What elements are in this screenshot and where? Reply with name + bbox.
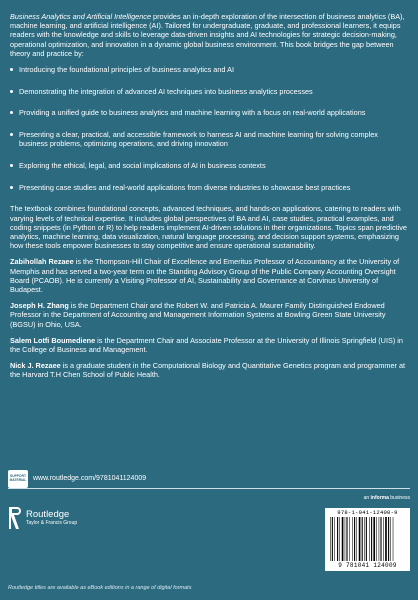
feature-item: Providing a unified guide to business analytics and machine learning with a focus on real-world applications [10,108,408,117]
author-bio-text: is the Department Chair and Associate Professor at the University of Illinois Springfield (UIS) in the College of Business and Management. [10,335,403,355]
barcode-bar [380,517,381,561]
barcode-bar [356,517,357,561]
barcode-bar [364,517,365,561]
summary-paragraph: The textbook combines foundational concepts, advanced techniques, and hands-on applications, catering to readers with varying levels of technical expertise. It includes global perspectives of BA and AI, case studies, practical examples, and coding snippets (in Python or R) to help readers implement AI-driven solutions in their organizations. Topics span predictive analytics, machine learning, data visualization, natural language processing, and decision support systems, emphasizing how these tools empower businesses to stay competitive and ensure operational sustainability. [10,204,407,251]
feature-list [10,65,408,192]
intro-text: provides an in-depth exploration of the intersection of business analytics (BA), machine learning, and artificial intelligence (AI). Tailored for undergraduate, graduate, and professional learners, it equips readers with the knowledge and skills to leverage data-driven insights and AI technologies for strategic decision-making, operational optimization, and innovation in a dynamic global business environment. This book bridges the gap between theory and practice by: [10,12,405,58]
author-bio-text: is a graduate student in the Computational Biology and Quantitative Genetics program and programmer at the Harvard T.H Chen School of Public Health. [10,361,406,380]
barcode-bar [337,517,338,561]
publisher-logo [8,505,77,531]
barcode-bar [342,517,344,561]
barcode-bar [371,517,372,561]
barcode-bar [346,517,347,561]
author-bio [10,257,408,294]
barcode-bar [369,517,370,561]
barcode-digits: 9 781041 124009 [338,562,397,569]
back-cover-text [10,12,408,387]
author-bio [10,301,408,329]
barcode-bar [383,517,384,561]
support-material-label: SUPPORT MATERIAL [9,474,27,482]
barcode-bar [373,517,375,561]
barcode-bar [345,517,346,561]
barcode-bar [354,517,355,561]
publisher-group: Taylor & Francis Group [26,520,78,526]
author-bio-text: is the Department Chair and the Robert W. and Patricia A. Maurer Family Distinguished Endowed Professor in the Department of Accounting and Management Information Systems at Bowling Green State University (BGSU) in Ohio, USA. [10,301,386,329]
intro-paragraph [10,12,408,58]
informa-prefix: an [363,495,371,501]
feature-item: Demonstrating the integration of advanced AI techniques into business analytics processes [10,87,408,96]
isbn-barcode [325,508,410,571]
feature-item: Presenting a clear, practical, and accessible framework to harness AI and machine learning for solving complex business problems, optimizing operations, and driving innovation [10,130,408,148]
barcode-bar [352,517,353,561]
book-title: Business Analytics and Artificial Intelligence [10,12,152,21]
barcode-bar [330,517,331,561]
informa-brand: informa [370,495,389,501]
barcode-bar [332,517,333,561]
author-bio [10,361,408,379]
author-name: Nick J. Rezaee [10,361,61,371]
barcode-bar [393,517,394,561]
feature-item: Exploring the ethical, legal, and social implications of AI in business contexts [10,161,408,170]
author-bio-text: is the Thompson-Hill Chair of Excellence and Emeritus Professor of Accountancy at the University of Memphis and has served a two-year term on the Standing Advisory Group of the Public Company Accounting Oversight Board (PCAOB). He is currently a Visiting Professor of AI, Sustainability and Governance at Corvinus University of Budapest. [10,257,400,295]
feature-item: Introducing the foundational principles of business analytics and AI [10,65,408,74]
author-name: Salem Lotfi Boumediene [10,335,96,345]
informa-tagline [364,495,410,501]
book-url[interactable]: www.routledge.com/9781041124009 [33,475,147,482]
author-name: Zabihollah Rezaee [10,257,74,267]
barcode-bar [385,517,387,561]
barcode-bar [362,517,363,561]
informa-suffix: business [388,495,410,501]
ebook-note: Routledge titles are available as eBook editions in a range of digital formats [8,585,192,591]
barcode-bar [379,517,380,561]
barcode-bar [359,517,361,561]
author-name: Joseph H. Zhang [10,301,69,311]
barcode-bar [334,517,335,561]
barcode-bar [376,517,377,561]
barcode-bar [390,517,391,561]
isbn-number: 978-1-041-12400-9 [337,509,398,516]
feature-item: Presenting case studies and real-world applications from diverse industries to showcase best practices [10,183,408,192]
barcode-bar [366,517,367,561]
barcode-bar [339,517,340,561]
barcode-bars [330,517,405,561]
divider [8,488,410,489]
publisher-name: Routledge [26,509,70,520]
barcode-bar [388,517,389,561]
barcode-bar [349,517,350,561]
routledge-logo-icon [8,505,22,531]
author-bio [10,336,408,354]
support-material-badge [8,470,28,488]
